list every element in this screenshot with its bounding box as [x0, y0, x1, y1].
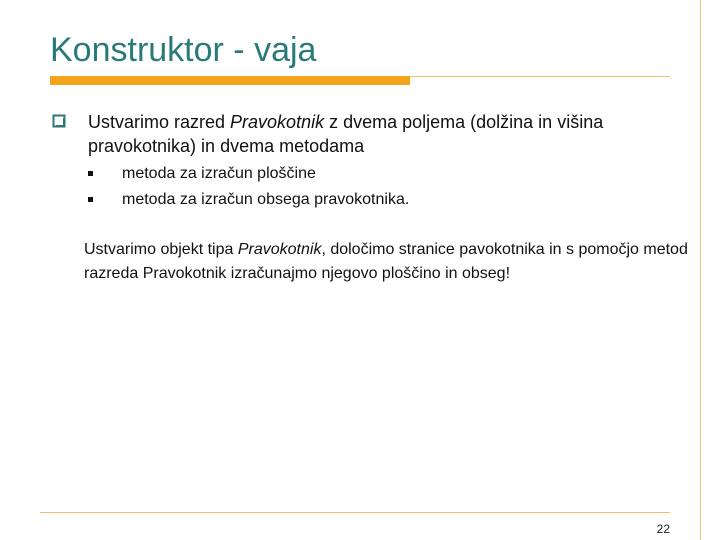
- class-name-italic: Pravokotnik: [230, 112, 325, 132]
- object-type-italic: Pravokotnik: [237, 241, 322, 258]
- main-bullet-text-part2: z dvema poljema (dolžina in višina pravokotnika) in dvema metodama: [88, 112, 604, 156]
- task-paragraph-part1: Ustvarimo objekt tipa: [84, 241, 238, 258]
- sub-item-text: metoda za izračun obsega pravokotnika.: [122, 191, 410, 208]
- right-edge-rule: [700, 0, 701, 540]
- title-accent-bar: [50, 76, 410, 85]
- filled-square-bullet-icon: [88, 197, 93, 202]
- hollow-square-bullet-icon: [52, 114, 66, 128]
- main-bullet-text-part1: Ustvarimo razred: [88, 112, 231, 132]
- task-paragraph-part2: , določimo stranice pavokotnika in s pomočjo metod razreda Pravokotnik izračunajmo njegovo ploščino in obseg!: [84, 241, 688, 282]
- footer-rule: [40, 512, 670, 513]
- slide-title: Konstruktor - vaja: [50, 31, 317, 69]
- filled-square-bullet-icon: [88, 171, 93, 176]
- task-paragraph: [84, 238, 694, 286]
- page-number: 22: [656, 522, 670, 536]
- sub-item-text: metoda za izračun ploščine: [122, 165, 316, 182]
- main-bullet-text: [88, 110, 688, 158]
